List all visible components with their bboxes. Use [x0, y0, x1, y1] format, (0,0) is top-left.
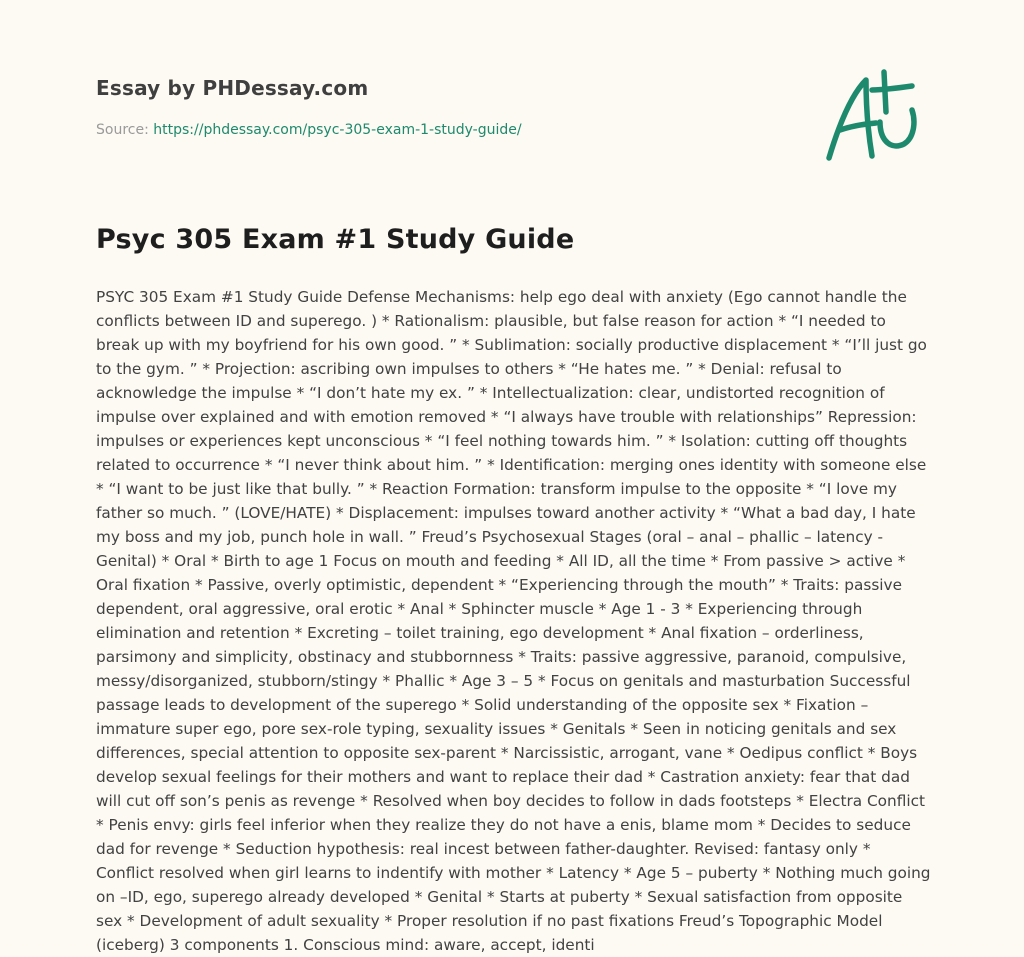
site-brand: Essay by PHDessay.com: [96, 76, 369, 100]
source-link[interactable]: https://phdessay.com/psyc-305-exam-1-study-guide/: [153, 122, 522, 138]
page-header: [96, 76, 796, 138]
document-body: PSYC 305 Exam #1 Study Guide Defense Mechanisms: help ego deal with anxiety (Ego cannot handle the conflicts between ID and superego. ) * Rationalism: plausible, but false reason for action * “I needed to break up with my boyfriend for his own good. ” * Sublimation: socially productive displacement * “I’ll just go to the gym. ” * Projection: ascribing own impulses to others * “He hates me. ” * Denial: refusal to acknowledge the impulse * “I don’t hate my ex. ” * Intellectualization: clear, undistorted recognition of impulse over explained and with emotion removed * “I always have trouble with relationships” Repression: impulses or experiences kept unconscious * “I feel nothing towards him. ” * Isolation: cutting off thoughts related to occurrence * “I never think about him. ” * Identification: merging ones identity with someone else * “I want to be just like that bully. ” * Reaction Formation: transform impulse to the opposite * “I love my father so much. ” (LOVE/HATE) * Displacement: impulses toward another activity * “What a bad day, I hate my boss and my job, punch hole in wall. ” Freud’s Psychosexual Stages (oral – anal – phallic – latency - Genital) * Oral * Birth to age 1 Focus on mouth and feeding * All ID, all the time * From passive > active * Oral fixation * Passive, overly optimistic, dependent * “Experiencing through the mouth” * Traits: passive dependent, oral aggressive, oral erotic * Anal * Sphincter muscle * Age 1 - 3 * Experiencing through elimination and retention * Excreting – toilet training, ego development * Anal fixation – orderliness, parsimony and simplicity, obstinacy and stubbornness * Traits: passive aggressive, paranoid, compulsive, messy/disorganized, stubborn/stingy * Phallic * Age 3 – 5 * Focus on genitals and masturbation Successful passage leads to development of the superego * Solid understanding of the opposite sex * Fixation – immature super ego, pore sex-role typing, sexuality issues * Genitals * Seen in noticing genitals and sex differences, special attention to opposite sex-parent * Narcissistic, arrogant, vane * Oedipus conflict * Boys develop sexual feelings for their mothers and want to replace their dad * Castration anxiety: fear that dad will cut off son’s penis as revenge * Resolved when boy decides to follow in dads footsteps * Electra Conflict * Penis envy: girls feel inferior when they realize they do not have a enis, blame mom * Decides to seduce dad for revenge * Seduction hypothesis: real incest between father-daughter. Revised: fantasy only * Conflict resolved when girl learns to indentify with mother * Latency * Age 5 – puberty * Nothing much going on –ID, ego, superego already developed * Genital * Starts at puberty * Sexual satisfaction from opposite sex * Development of adult sexuality * Proper resolution if no past fixations Freud’s Topographic Model (iceberg) 3 components 1. Conscious mind: aware, accept, identi: [96, 288, 931, 954]
source-label: Source:: [96, 122, 149, 138]
source-line: [96, 122, 796, 138]
document-title: Psyc 305 Exam #1 Study Guide: [96, 224, 575, 255]
a-plus-logo-icon: [820, 66, 930, 166]
